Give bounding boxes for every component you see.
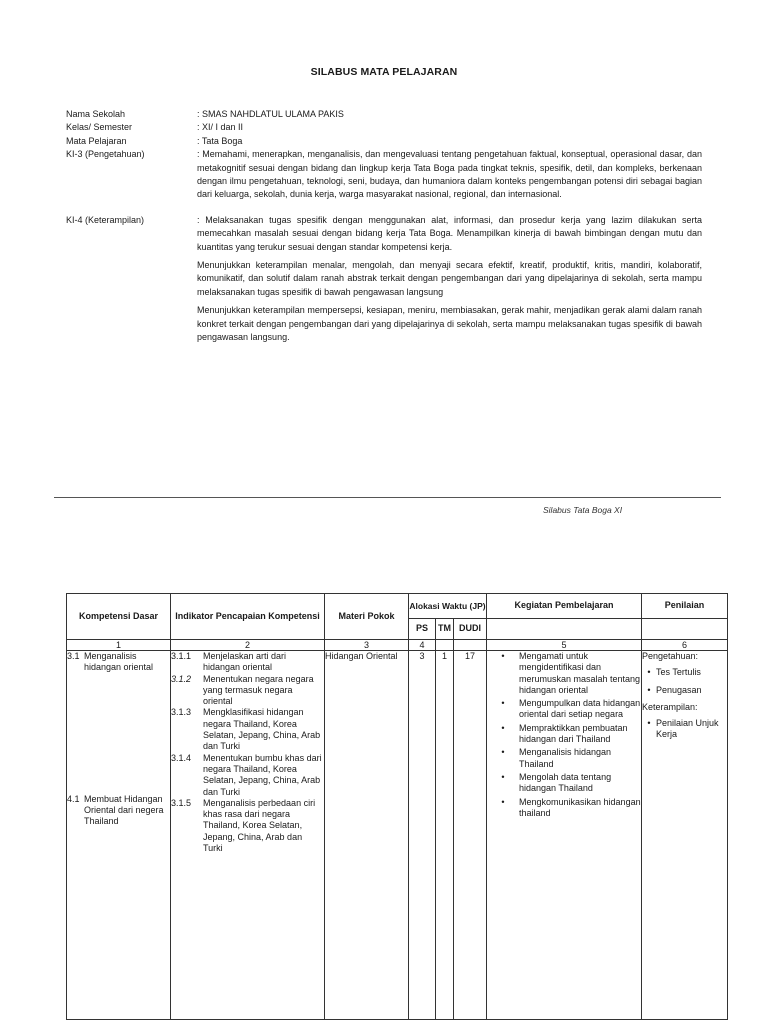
bullet-icon: • — [647, 667, 651, 678]
penilaian-cell — [642, 651, 728, 1020]
school-value: : SMAS NAHDLATUL ULAMA PAKIS — [197, 109, 344, 119]
column-number: 6 — [642, 640, 728, 651]
ki4-value: : Melaksanakan tugas spesifik dengan menggunakan alat, informasi, dan prosedur kerja yang lazim dilakukan serta memecahkan masalah sesuai dengan bidang kerja Tata Boga. Menampilkan kinerja di bawah bimbingan dengan mutu dan kuantitas yang terukur sesuai dengan standar kompetensi kerja. — [197, 214, 702, 252]
column-number: 3 — [325, 640, 409, 651]
indicator-text: Menentukan negara negara yang termasuk negara oriental — [203, 673, 314, 707]
indicator-item — [171, 674, 324, 708]
kd-text: Membuat Hidangan Oriental dari negera Thailand — [84, 793, 164, 827]
column-number: 4 — [409, 640, 436, 651]
kd-item — [67, 651, 170, 674]
kd-text: Menganalisis hidangan oriental — [84, 651, 154, 673]
indicator-item — [171, 651, 324, 674]
kd-code: 4.1 — [67, 793, 80, 804]
kegiatan-text: Mengkomunikasikan hidangan thailand — [519, 796, 641, 818]
materi-pokok-cell: Hidangan Oriental — [325, 651, 409, 1020]
column-number: 2 — [171, 640, 325, 651]
kegiatan-text: Mengolah data tentang hidangan Thailand — [519, 771, 612, 794]
subject-label: Mata Pelajaran — [66, 135, 127, 146]
column-number: 5 — [487, 640, 642, 651]
indicator-text: Menentukan bumbu khas dari negara Thailand, Korea Selatan, Jepang, China, Arab dan Turki — [203, 752, 322, 797]
info-row-school — [66, 108, 702, 121]
header-kegiatan-sub — [487, 619, 642, 640]
table-row — [67, 651, 728, 1020]
ps-cell: 3 — [409, 651, 436, 1020]
indicator-item — [171, 753, 324, 798]
indicator-code: 3.1.1 — [171, 651, 192, 661]
info-row-ki4 — [66, 214, 702, 254]
list-item — [487, 723, 641, 746]
ki4-paragraph-3: Menunjukkan keterampilan mempersepsi, kesiapan, meniru, membiasakan, gerak mahir, menjadikan gerak alami dalam ranah konkret terkait dengan pengembangan dari yang dipelajarinya di sekolah, serta mampu melaksanakan tugas spesifik di bawah pengawasan langsung. — [197, 305, 702, 343]
bullet-icon: • — [501, 796, 505, 807]
class-value: : XI/ I dan II — [197, 122, 244, 133]
indicator-item — [171, 798, 324, 854]
column-number-blank — [436, 640, 454, 651]
school-info — [66, 108, 702, 345]
kegiatan-text: Mengumpulkan data hidangan oriental dari setiap negara — [519, 698, 641, 720]
column-number: 1 — [67, 640, 171, 651]
header-materi-pokok: Materi Pokok — [325, 594, 409, 640]
penilaian-text: Penugasan — [656, 684, 702, 695]
indicator-code: 3.1.5 — [171, 797, 192, 808]
penilaian-text: Penilaian Unjuk Kerja — [656, 718, 719, 740]
class-label: Kelas/ Semester — [66, 122, 133, 133]
list-item — [642, 685, 727, 696]
indicator-text: Menganalisis perbedaan ciri khas rasa dari negara Thailand, Korea Selatan, Jepang, China, Arab dan Turki — [203, 797, 316, 854]
list-item — [487, 651, 641, 696]
page-divider — [54, 497, 721, 498]
kegiatan-text: Mempraktikkan pembuatan hidangan dari Thailand — [519, 722, 628, 745]
info-row-subject — [66, 135, 702, 148]
ki3-label: KI-3 (Pengetahuan) — [66, 149, 145, 160]
ki4-label: KI-4 (Keterampilan) — [66, 214, 145, 225]
header-kegiatan: Kegiatan Pembelajaran — [487, 594, 642, 619]
info-row-ki3 — [66, 148, 702, 202]
indicator-text: Menjelaskan arti dari hidangan oriental — [203, 651, 287, 673]
bullet-icon: • — [501, 747, 505, 758]
ki3-value: : Memahami, menerapkan, menganalisis, dan mengevaluasi tentang pengetahuan faktual, konseptual, operasional dasar, dan metakognitif sesuai dengan bidang dan lingkup kerja Tata Boga pada tingkat teknis, spesifik, detil, dan kompleks, berkenaan dengan ilmu pengetahuan, teknologi, seni, budaya, dan humaniora dalam konteks pengembangan potensi diri sebagai bagian dari keluarga, sekolah, dunia kerja, warga masyarakat nasional, regional, dan internasional. — [197, 149, 702, 200]
ki4-paragraph-2: Menunjukkan keterampilan menalar, mengolah, dan menyaji secara efektif, kreatif, produktif, kritis, mandiri, kolaboratif, komunikatif, dan solutif dalam ranah abstrak terkait dengan pengembangan dari yang dipelajarinya di sekolah, serta mampu melaksanakan tugas spesifik di bawah pengawasan langsung — [197, 260, 702, 297]
knowledge-label: Pengetahuan: — [642, 651, 699, 661]
bullet-icon: • — [647, 718, 651, 729]
kegiatan-list — [487, 651, 641, 819]
indicator-item — [171, 707, 324, 752]
tm-cell: 1 — [436, 651, 454, 1020]
indicator-code: 3.1.4 — [171, 752, 192, 763]
list-item — [487, 797, 641, 820]
penilaian-text: Tes Tertulis — [656, 667, 701, 678]
kd-item — [67, 794, 170, 828]
kegiatan-text: Menganalisis hidangan Thailand — [519, 747, 612, 769]
header-alokasi-waktu: Alokasi Waktu (JP) — [409, 594, 487, 619]
knowledge-list — [642, 667, 727, 696]
header-penilaian: Penilaian — [642, 594, 728, 619]
column-number-row — [67, 640, 728, 651]
info-row-class — [66, 121, 702, 134]
bullet-icon: • — [501, 651, 505, 661]
kompetensi-dasar-cell — [67, 651, 171, 1020]
indicator-code: 3.1.3 — [171, 707, 192, 718]
syllabus-table — [66, 593, 728, 1020]
header-penilaian-sub — [642, 619, 728, 640]
bullet-icon: • — [647, 684, 651, 695]
kegiatan-text: Mengamati untuk mengidentifikasi dan merumuskan masalah tentang hidangan oriental — [519, 651, 641, 695]
kegiatan-cell — [487, 651, 642, 1020]
list-item — [642, 718, 727, 741]
list-item — [642, 667, 727, 678]
bullet-icon: • — [501, 722, 505, 733]
indicator-code: 3.1.2 — [171, 673, 192, 684]
column-number-blank — [454, 640, 487, 651]
bullet-icon: • — [501, 771, 505, 782]
header-tm: TM — [436, 619, 454, 640]
header-indikator: Indikator Pencapaian Kompetensi — [171, 594, 325, 640]
list-item — [487, 698, 641, 721]
subject-value: : Tata Boga — [197, 135, 243, 146]
header-kompetensi-dasar: Kompetensi Dasar — [67, 594, 171, 640]
list-item — [487, 747, 641, 770]
header-dudi: DUDI — [454, 619, 487, 640]
header-ps: PS — [409, 619, 436, 640]
page-footer: Silabus Tata Boga XI — [543, 505, 623, 515]
school-label: Nama Sekolah — [66, 109, 126, 119]
indikator-cell — [171, 651, 325, 1020]
page-title: SILABUS MATA PELAJARAN — [310, 66, 458, 78]
indicator-text: Mengklasifikasi hidangan negara Thailand, Korea Selatan, Jepang, China, Arab dan Turki — [203, 707, 321, 752]
list-item — [487, 772, 641, 795]
kd-code: 3.1 — [67, 651, 80, 661]
dudi-cell: 17 — [454, 651, 487, 1020]
skill-label: Keterampilan: — [642, 701, 698, 712]
bullet-icon: • — [501, 698, 505, 709]
skill-list — [642, 718, 727, 741]
